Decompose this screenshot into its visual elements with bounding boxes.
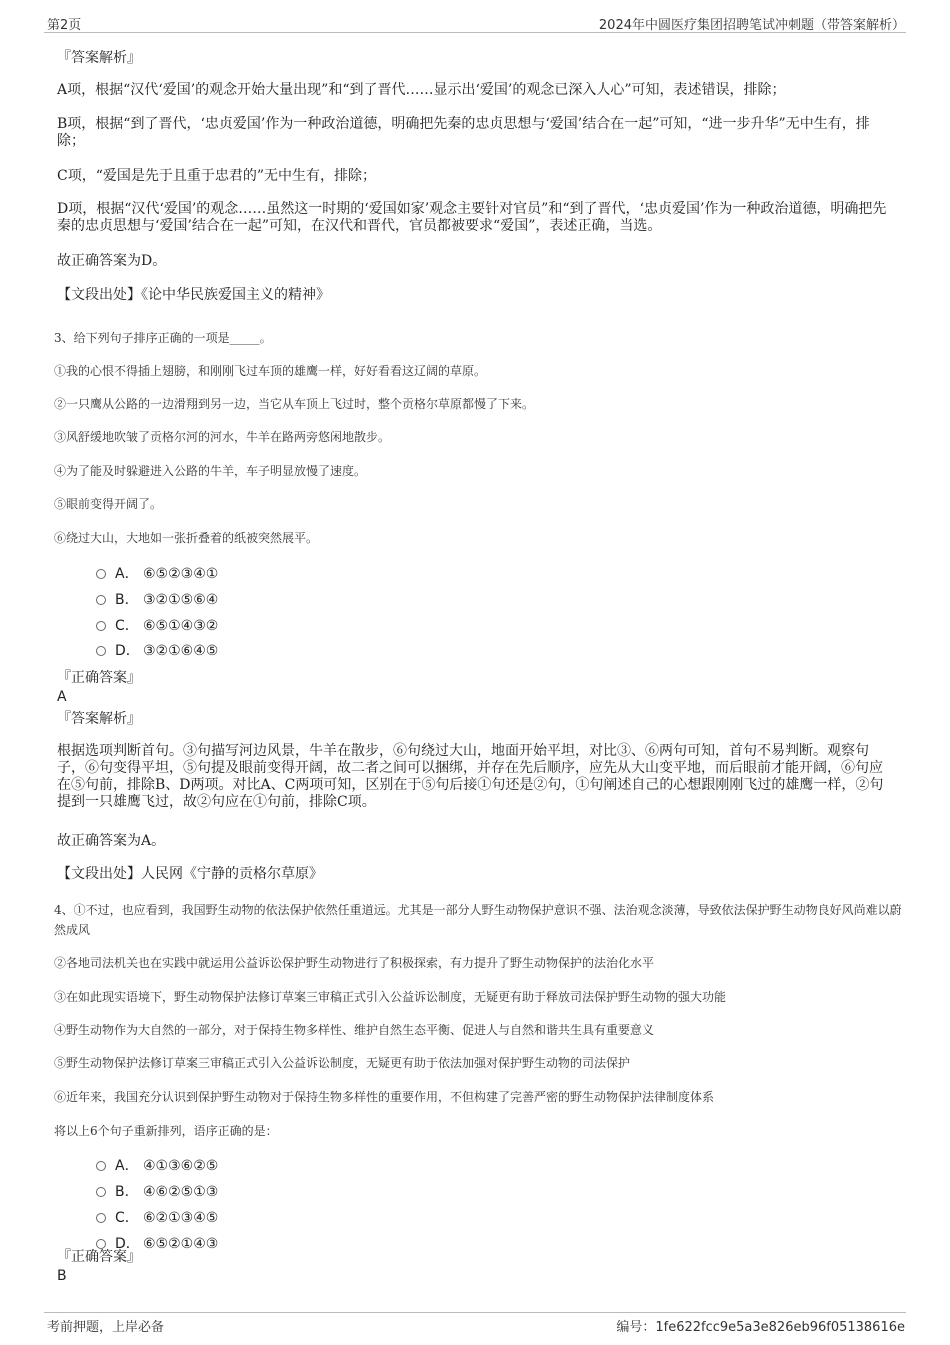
q3-sentence-4: ④为了能及时躲避进入公路的牛羊，车子明显放慢了速度。 [54,464,367,478]
radio-icon[interactable] [96,621,106,631]
option-label: D． [115,643,140,659]
q3-sentence-3: ③风舒缓地吹皱了贡格尔河的河水，牛羊在路两旁悠闲地散步。 [54,430,391,444]
option-text: ⑥⑤②③④① [143,566,219,582]
q3-conclusion: 故正确答案为A。 [57,833,166,849]
q4-option-a[interactable] [96,1157,218,1175]
page-number: 第2页 [47,18,82,33]
q4-sentence-6: ⑥近年来，我国充分认识到保护野生动物对于保持生物多样性的重要作用，不但构建了完善严密的野生动物保护法律制度体系 [54,1090,715,1104]
option-label: B． [115,592,139,608]
option-text: ④⑥②⑤①③ [143,1184,219,1200]
q4-option-c[interactable] [96,1209,218,1227]
analysis-line-a: A项，根据“汉代‘爱国’的观念开始大量出现”和“到了晋代……显示出‘爱国’的观念已深入人心”可知，表述错误，排除； [57,82,786,98]
radio-icon[interactable] [96,569,106,579]
q4-sentence-2: ②各地司法机关也在实践中就运用公益诉讼保护野生动物进行了积极探索，有力提升了野生动物保护的法治化水平 [54,956,655,970]
q3-sentence-5: ⑤眼前变得开阔了。 [54,497,163,511]
radio-icon[interactable] [96,1213,106,1223]
q3-option-a[interactable] [96,565,218,583]
option-label: D． [115,1236,140,1252]
option-text: ⑥⑤②①④③ [143,1236,219,1252]
analysis-conclusion: 故正确答案为D。 [57,253,167,269]
radio-icon[interactable] [96,1161,106,1171]
option-label: C． [115,1210,139,1226]
q4-sentence-4: ④野生动物作为大自然的一部分，对于保持生物多样性、维护自然生态平衡、促进人与自然和谐共生具有重要意义 [54,1023,655,1037]
q3-stem: 3、给下列句子排序正确的一项是_____。 [54,331,272,345]
q3-analysis-label: 『答案解析』 [57,711,141,727]
q3-sentence-1: ①我的心恨不得插上翅膀，和刚刚飞过车顶的雄鹰一样，好好看看这辽阔的草原。 [54,364,487,378]
option-text: ④①③⑥②⑤ [143,1158,219,1174]
document-id: 编号：1fe622fcc9e5a3e826eb96f05138616e [616,1320,905,1335]
analysis-line-c: C项，“爱国是先于且重于忠君的”无中生有，排除； [57,168,377,184]
document-title: 2024年中圆医疗集团招聘笔试冲刺题（带答案解析） [598,18,905,33]
option-text: ⑥⑤①④③② [143,618,219,634]
q4-answer-label: 『正确答案』 [57,1249,141,1265]
header-divider [44,32,906,33]
analysis-label: 『答案解析』 [57,50,141,66]
q4-prompt: 将以上6个句子重新排列，语序正确的是： [54,1124,278,1138]
radio-icon[interactable] [96,1187,106,1197]
option-text: ③②①⑥④⑤ [143,643,219,659]
q3-answer: A [57,689,67,705]
q3-sentence-6: ⑥绕过大山，大地如一张折叠着的纸被突然展平。 [54,531,319,545]
q3-option-b[interactable] [96,591,218,609]
analysis-line-d: D项，根据“汉代‘爱国’的观念……虽然这一时期的‘爱国如家’观念主要针对官员”和“到了晋代，‘忠贞爱国’作为一种政治道德，明确把先秦的忠贞思想与‘爱国’结合在一起”可知，在汉代和晋代，官员都被要求“爱国”，表述正确，当选。 [57,201,887,234]
q4-sentence-5: ⑤野生动物保护法修订草案三审稿正式引入公益诉讼制度，无疑更有助于依法加强对保护野生动物的司法保护 [54,1056,631,1070]
footer-slogan: 考前押题，上岸必备 [47,1320,165,1335]
q4-option-b[interactable] [96,1183,218,1201]
option-label: B． [115,1184,139,1200]
radio-icon[interactable] [96,595,106,605]
option-label: A． [115,566,139,582]
radio-icon[interactable] [96,1239,106,1249]
footer-divider [44,1312,906,1313]
q4-stem: 4、①不过，也应看到，我国野生动物的依法保护依然任重道远。尤其是一部分人野生动物保护意识不强、法治观念淡薄，导致依法保护野生动物良好风尚难以蔚然成风 [54,903,902,937]
q3-answer-label: 『正确答案』 [57,670,141,686]
analysis-source: 【文段出处】《论中华民族爱国主义的精神》 [57,287,330,303]
q3-option-d[interactable] [96,642,218,660]
radio-icon[interactable] [96,646,106,656]
q3-analysis: 根据选项判断首句。③句描写河边风景，牛羊在散步，⑥句绕过大山，地面开始平坦，对比③、⑥两句可知，首句不易判断。观察句子，⑥句变得平坦，⑤句提及眼前变得开阔，故二者之间可以捆绑，并存在先后顺序，应先从大山变平地，而后眼前才能开阔，⑥句应在⑤句前，排除B、D两项。对比A、C两项可知，区别在于⑤句后接①句还是②句，①句阐述自己的心想跟刚刚飞过的雄鹰一样，②句提到一只雄鹰飞过，故②句应在①句前，排除C项。 [57,743,884,810]
q3-sentence-2: ②一只鹰从公路的一边滑翔到另一边，当它从车顶上飞过时，整个贡格尔草原都慢了下来。 [54,397,535,411]
q4-answer: B [57,1268,67,1284]
option-text: ⑥②①③④⑤ [143,1210,219,1226]
analysis-line-b: B项，根据“到了晋代，‘忠贞爱国’作为一种政治道德，明确把先秦的忠贞思想与‘爱国’结合在一起”可知，“进一步升华”无中生有，排除； [57,116,870,149]
option-label: A． [115,1158,139,1174]
q4-sentence-3: ③在如此现实语境下，野生动物保护法修订草案三审稿正式引入公益诉讼制度，无疑更有助于释放司法保护野生动物的强大功能 [54,990,727,1004]
q3-option-c[interactable] [96,617,218,635]
q3-source: 【文段出处】人民网《宁静的贡格尔草原》 [57,866,323,882]
option-text: ③②①⑤⑥④ [143,592,219,608]
option-label: C． [115,618,139,634]
